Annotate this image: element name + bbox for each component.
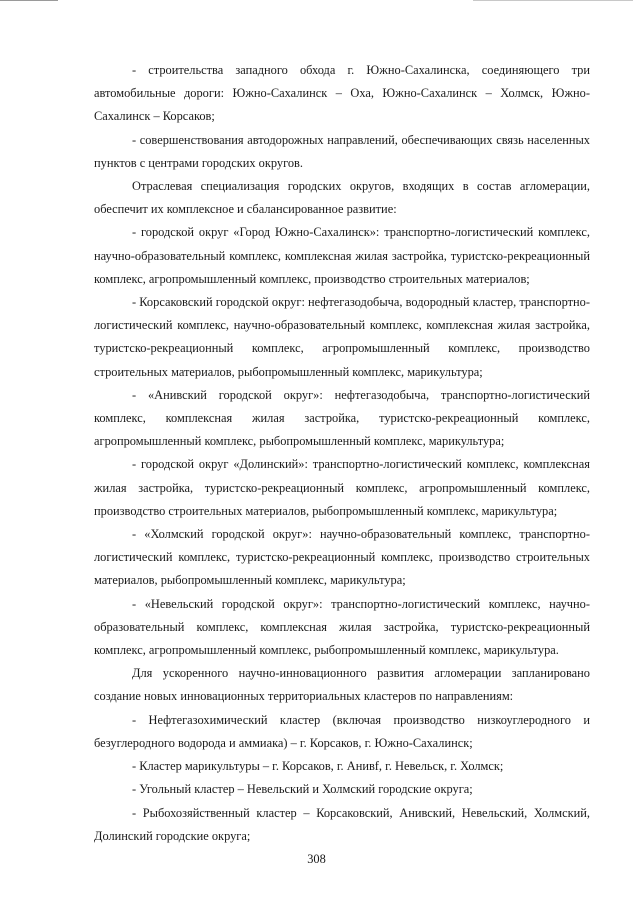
paragraph: - совершенствования автодорожных направлений, обеспечивающих связь населенных пунктов с центрами городских округов. [94,132,590,170]
paragraph: - строительства западного обхода г. Южно-Сахалинска, соединяющего три автомобильные дороги: Южно-Сахалинск – Оха, Южно-Сахалинск – Холмск, Южно-Сахалинск – Корсаков; [94,63,590,124]
scan-edge-mark [0,0,58,1]
scan-edge-mark [473,0,633,1]
paragraph: - городской округ «Город Южно-Сахалинск»: транспортно-логистический комплекс, научно-образовательный комплекс, комплексная жилая застройка, туристско-рекреационный комплекс, агропромышленный комплекс, производство строительных материалов; [94,225,590,286]
paragraph: - Рыбохозяйственный кластер – Корсаковский, Анивский, Невельский, Холмский, Долинский городские округа; [94,805,590,843]
page-number: 308 [307,852,326,866]
paragraph: - «Анивский городской округ»: нефтегазодобыча, транспортно-логистический комплекс, комплексная жилая застройка, туристско-рекреационный комплекс, агропромышленный комплекс, рыбопромышленный комплекс, марикультура; [94,387,590,449]
paragraph: - Угольный кластер – Невельский и Холмский городские округа; [132,782,473,797]
paragraph: - «Невельский городской округ»: транспортно-логистический комплекс, научно-образовательный комплекс, комплексная жилая застройка, туристско-рекреационный комплекс, агропромышленный комплекс, рыбопромышленный комплекс, марикультура. [94,596,590,658]
paragraph: - «Холмский городской округ»: научно-образовательный комплекс, транспортно-логистический комплекс, туристско-рекреационный комплекс, производство строительных материалов, рыбопромышленный комплекс, марикультура; [94,527,590,588]
paragraph: - Нефтегазохимический кластер (включая производство низкоуглеродного и безуглеродного водорода и аммиака) – г. Корсаков, г. Южно-Сахалинск; [94,712,590,750]
document-body [94,59,590,848]
paragraph: - Кластер марикультуры – г. Корсаков, г. Анивf, г. Невельск, г. Холмск; [132,759,504,774]
paragraph: Отраслевая специализация городских округов, входящих в состав агломерации, обеспечит их комплексное и сбалансированное развитие: [94,179,590,217]
paragraph: Для ускоренного научно-инновационного развития агломерации запланировано создание новых инновационных территориальных кластеров по направлениям: [94,666,590,704]
paragraph: - Корсаковский городской округ: нефтегазодобыча, водородный кластер, транспортно-логистический комплекс, научно-образовательный комплекс, комплексная жилая застройка, туристско-рекреационный комплекс, агропромышленный комплекс, производство строительных материалов, рыбопромышленный комплекс, марикультура; [94,295,590,379]
paragraph: - городской округ «Долинский»: транспортно-логистический комплекс, комплексная жилая застройка, туристско-рекреационный комплекс, агропромышленный комплекс, производство строительных материалов, рыбопромышленный комплекс, марикультура; [94,457,590,518]
